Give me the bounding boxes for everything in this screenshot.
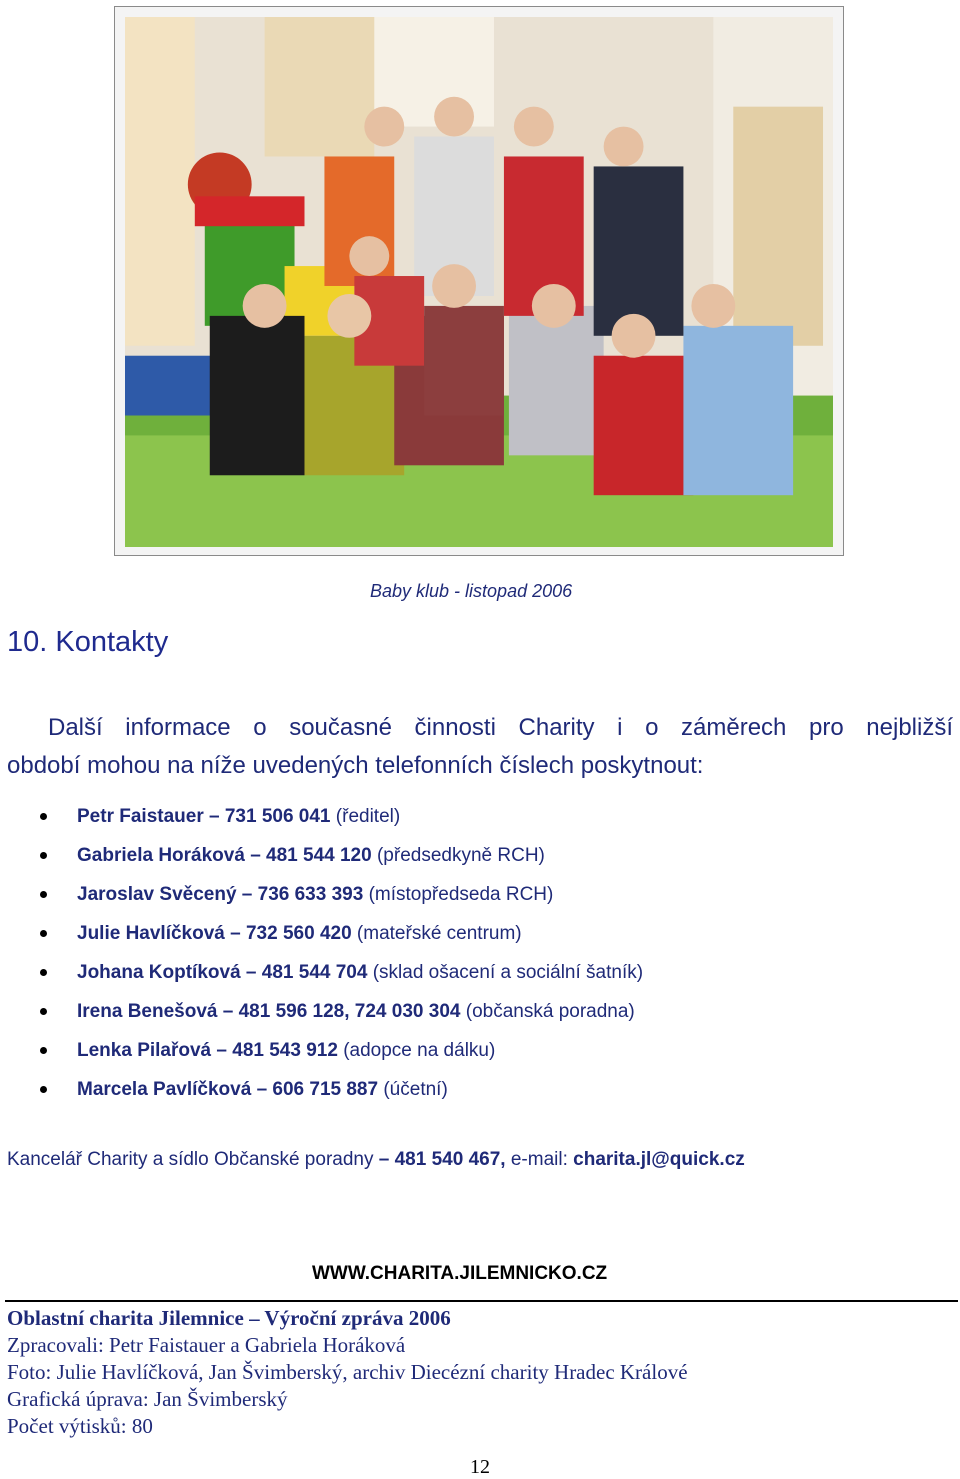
list-item: [0, 878, 643, 917]
contacts-list: [0, 800, 643, 1112]
contact-role: (ředitel): [330, 806, 401, 827]
list-item: [0, 1034, 643, 1073]
contact-name-phone: Petr Faistauer – 731 506 041: [77, 806, 331, 827]
office-phone: – 481 540 467,: [378, 1149, 506, 1170]
contact-name-phone: Lenka Pilařová – 481 543 912: [77, 1040, 338, 1061]
office-contact: [7, 1149, 745, 1171]
intro-line-2: období mohou na níže uvedených telefonních číslech poskytnout:: [7, 752, 704, 779]
contact-name-phone: Johana Koptíková – 481 544 704: [77, 962, 368, 983]
footer-divider: [5, 1300, 958, 1302]
list-item: [0, 800, 643, 839]
contact-role: (účetní): [378, 1079, 448, 1100]
website-link[interactable]: WWW.CHARITA.JILEMNICKO.CZ: [312, 1263, 608, 1284]
contact-name-phone: Julie Havlíčková – 732 560 420: [77, 923, 352, 944]
contact-name-phone: Irena Benešová – 481 596 128, 724 030 304: [77, 1001, 461, 1022]
contact-name-phone: Marcela Pavlíčková – 606 715 887: [77, 1079, 379, 1100]
photo-caption: Baby klub - listopad 2006: [370, 581, 573, 601]
list-item: [0, 839, 643, 878]
bullet-icon: [40, 1008, 47, 1015]
contact-role: (občanská poradna): [460, 1001, 635, 1022]
office-label: Kancelář Charity a sídlo Občanské poradny: [7, 1149, 379, 1170]
email-label: e-mail:: [505, 1149, 574, 1170]
list-item: [0, 956, 643, 995]
contact-role: (místopředseda RCH): [363, 884, 554, 905]
contact-name-phone: Gabriela Horáková – 481 544 120: [77, 845, 372, 866]
bullet-icon: [40, 1047, 47, 1054]
email-link[interactable]: charita.jl@quick.cz: [573, 1149, 745, 1170]
bullet-icon: [40, 969, 47, 976]
contact-role: (sklad ošacení a sociální šatník): [367, 962, 644, 983]
section-title: Kontakty: [55, 626, 169, 658]
section-number: 10.: [7, 626, 48, 658]
print-run: Počet výtisků: 80: [7, 1414, 153, 1438]
contact-role: (předsedkyně RCH): [371, 845, 545, 866]
section-heading: [7, 626, 168, 659]
list-item: [0, 917, 643, 956]
page-number: 12: [470, 1456, 490, 1478]
contact-role: (adopce na dálku): [337, 1040, 496, 1061]
contact-role: (mateřské centrum): [351, 923, 522, 944]
report-title: Oblastní charita Jilemnice – Výroční zpráva 2006: [7, 1306, 451, 1330]
bullet-icon: [40, 1086, 47, 1093]
colophon: [7, 1305, 688, 1440]
prepared-by: Zpracovali: Petr Faistauer a Gabriela Horáková: [7, 1333, 406, 1357]
bullet-icon: [40, 930, 47, 937]
bullet-icon: [40, 852, 47, 859]
baby-club-photo: [125, 17, 833, 547]
bullet-icon: [40, 891, 47, 898]
group-photo: [125, 17, 833, 547]
contact-name-phone: Jaroslav Svěcený – 736 633 393: [77, 884, 364, 905]
intro-line-1: Další informace o současné činnosti Charity i o záměrech pro nejbližší: [48, 714, 953, 741]
intro-paragraph: [7, 704, 953, 790]
list-item: [0, 995, 643, 1034]
photo-credits: Foto: Julie Havlíčková, Jan Švimberský, archiv Diecézní charity Hradec Králové: [7, 1360, 688, 1384]
bullet-icon: [40, 813, 47, 820]
group-photo-frame: [114, 6, 844, 556]
list-item: [0, 1073, 643, 1112]
design-credits: Grafická úprava: Jan Švimberský: [7, 1387, 288, 1411]
